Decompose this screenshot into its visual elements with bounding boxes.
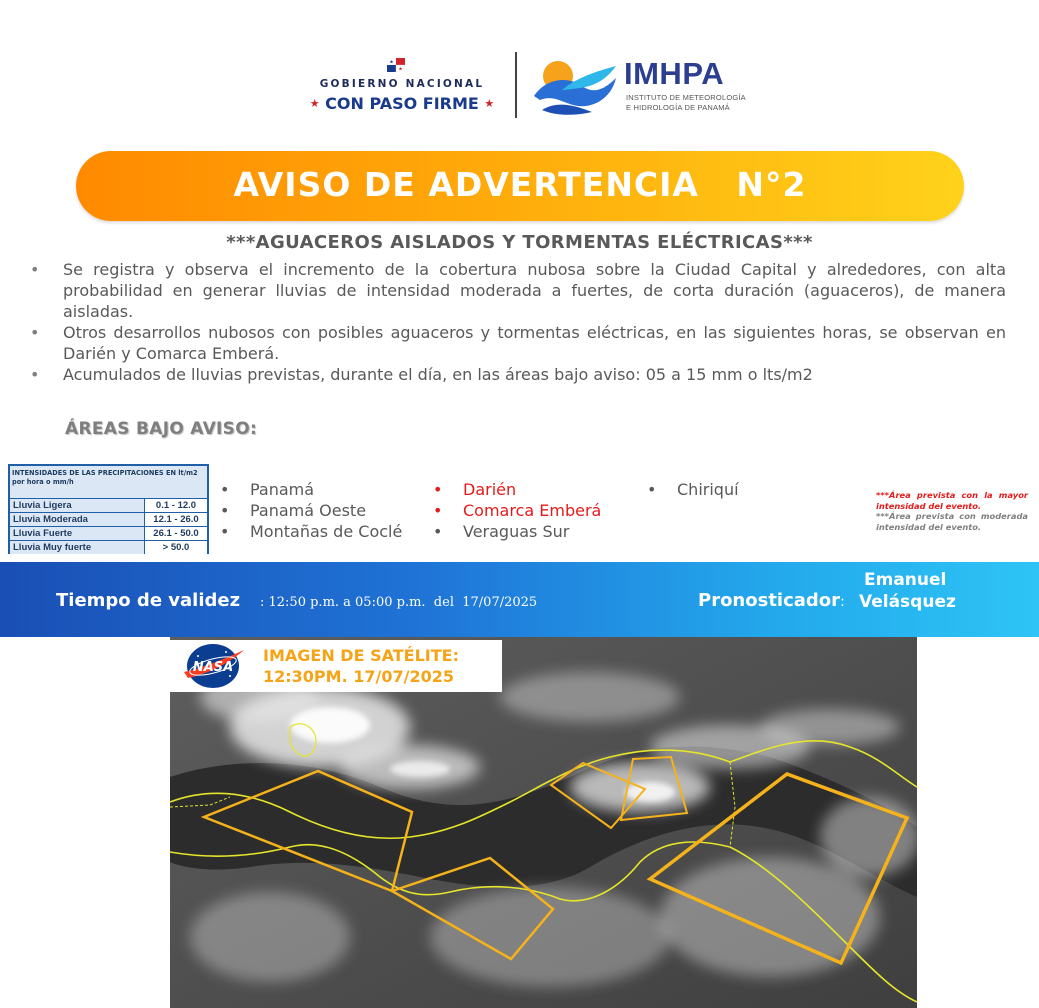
intensity-label: Lluvia Muy fuerte	[10, 541, 144, 554]
area-name: Darién	[463, 480, 517, 499]
validity-label: Tiempo de validez	[56, 590, 241, 611]
satellite-label	[170, 640, 502, 692]
table-row	[10, 513, 207, 526]
bullet-dot-icon: •	[30, 260, 40, 279]
forecaster-last-name: Velásquez	[859, 592, 956, 612]
bullet-item	[30, 322, 1006, 364]
bullet-dot-icon: •	[433, 522, 443, 541]
area-name: Montañas de Coclé	[250, 522, 403, 541]
intensity-table	[8, 464, 209, 554]
intensity-legend	[876, 490, 1028, 532]
area-item	[220, 521, 402, 542]
gov-line1: GOBIERNO NACIONAL	[319, 78, 485, 90]
validity-band	[0, 562, 1039, 637]
satellite-label-line1: IMAGEN DE SATÉLITE:	[263, 646, 459, 665]
bullet-dot-icon: •	[220, 522, 230, 541]
area-item	[433, 521, 601, 542]
table-row	[10, 527, 207, 540]
forecaster-label-text: Pronosticador	[698, 590, 841, 611]
imhpa-subtitle-2: E HIDROLOGÍA DE PANAMÁ	[626, 103, 730, 112]
bullet-text: Se registra y observa el incremento de la cobertura nubosa sobre la Ciudad Capital y alrededores, con alta probabilidad en generar lluvias de intensidad moderada a fuertes, de corta duración (aguaceros), de manera aisladas.	[63, 260, 1006, 321]
logo-divider	[515, 52, 517, 118]
areas-column-moderate	[220, 479, 402, 542]
area-item	[433, 500, 601, 521]
nasa-text: NASA	[192, 660, 234, 675]
imhpa-logo-icon	[532, 56, 618, 116]
area-name: Panamá	[250, 480, 315, 499]
intensity-range: 12.1 - 26.0	[145, 513, 207, 526]
areas-title: ÁREAS BAJO AVISO:	[65, 419, 258, 439]
intensity-label: Lluvia Fuerte	[10, 527, 144, 540]
panama-flag-icon	[387, 58, 405, 72]
area-name: Veraguas Sur	[463, 522, 570, 541]
areas-column-high	[433, 479, 601, 542]
gov-slogan: CON PASO FIRME	[325, 94, 479, 113]
bullet-dot-icon: •	[433, 480, 443, 499]
legend-moderate: ***Área prevista con moderada intensidad del evento.	[876, 511, 1028, 532]
intensity-label: Lluvia Moderada	[10, 513, 144, 526]
event-subtitle: ***AGUACEROS AISLADOS Y TORMENTAS ELÉCTRICAS***	[226, 232, 813, 253]
intensity-range: 0.1 - 12.0	[145, 499, 207, 512]
satellite-map	[170, 637, 917, 1008]
area-name: Chiriquí	[677, 480, 739, 499]
forecast-bullets	[30, 259, 1006, 385]
areas-column-other	[647, 479, 739, 500]
bullet-text: Acumulados de lluvias previstas, durante el día, en las áreas bajo aviso: 05 a 15 mm o lts/m2	[63, 365, 813, 384]
star-icon: ★	[484, 97, 495, 110]
forecaster-first-name: Emanuel	[864, 570, 947, 590]
bullet-item	[30, 364, 1006, 385]
satellite-image	[170, 637, 917, 1008]
bullet-dot-icon: •	[220, 480, 230, 499]
satellite-label-line2: 12:30PM. 17/07/2025	[263, 667, 454, 686]
area-item	[433, 479, 601, 500]
warning-banner	[76, 151, 964, 221]
intensity-range: 26.1 - 50.0	[145, 527, 207, 540]
nasa-logo-icon	[178, 642, 248, 690]
intensity-table-header: INTENSIDADES DE LAS PRECIPITACIONES EN lt/m2 por hora o mm/h	[10, 466, 207, 498]
gobierno-nacional-logo	[296, 56, 508, 122]
bullet-text: Otros desarrollos nubosos con posibles aguaceros y tormentas eléctricas, en las siguientes horas, se observan en Darién y Comarca Emberá.	[63, 323, 1006, 363]
area-item	[220, 479, 402, 500]
warning-title: AVISO DE ADVERTENCIA N°2	[233, 165, 807, 204]
area-item	[220, 500, 402, 521]
table-row	[10, 499, 207, 512]
svg-text:★: ★	[398, 66, 403, 72]
bullet-dot-icon: •	[647, 480, 657, 499]
intensity-range: > 50.0	[145, 541, 207, 554]
validity-value: : 12:50 p.m. a 05:00 p.m. del 17/07/2025	[260, 595, 538, 610]
bullet-dot-icon: •	[433, 501, 443, 520]
area-item	[647, 479, 739, 500]
bullet-item	[30, 259, 1006, 322]
intensity-label: Lluvia Ligera	[10, 499, 144, 512]
svg-text:★: ★	[389, 59, 394, 66]
bullet-dot-icon: •	[220, 501, 230, 520]
gov-line2	[296, 94, 508, 113]
star-icon: ★	[309, 97, 320, 110]
forecaster-label: Pronosticador:	[698, 590, 845, 611]
bullet-dot-icon: •	[30, 323, 40, 342]
table-row	[10, 541, 207, 554]
area-name: Comarca Emberá	[463, 501, 602, 520]
legend-high: ***Área prevista con la mayor intensidad del evento.	[876, 490, 1028, 511]
imhpa-subtitle-1: INSTITUTO DE METEOROLOGÍA	[626, 93, 746, 102]
area-name: Panamá Oeste	[250, 501, 367, 520]
bullet-dot-icon: •	[30, 365, 40, 384]
imhpa-name: IMHPA	[624, 56, 725, 91]
